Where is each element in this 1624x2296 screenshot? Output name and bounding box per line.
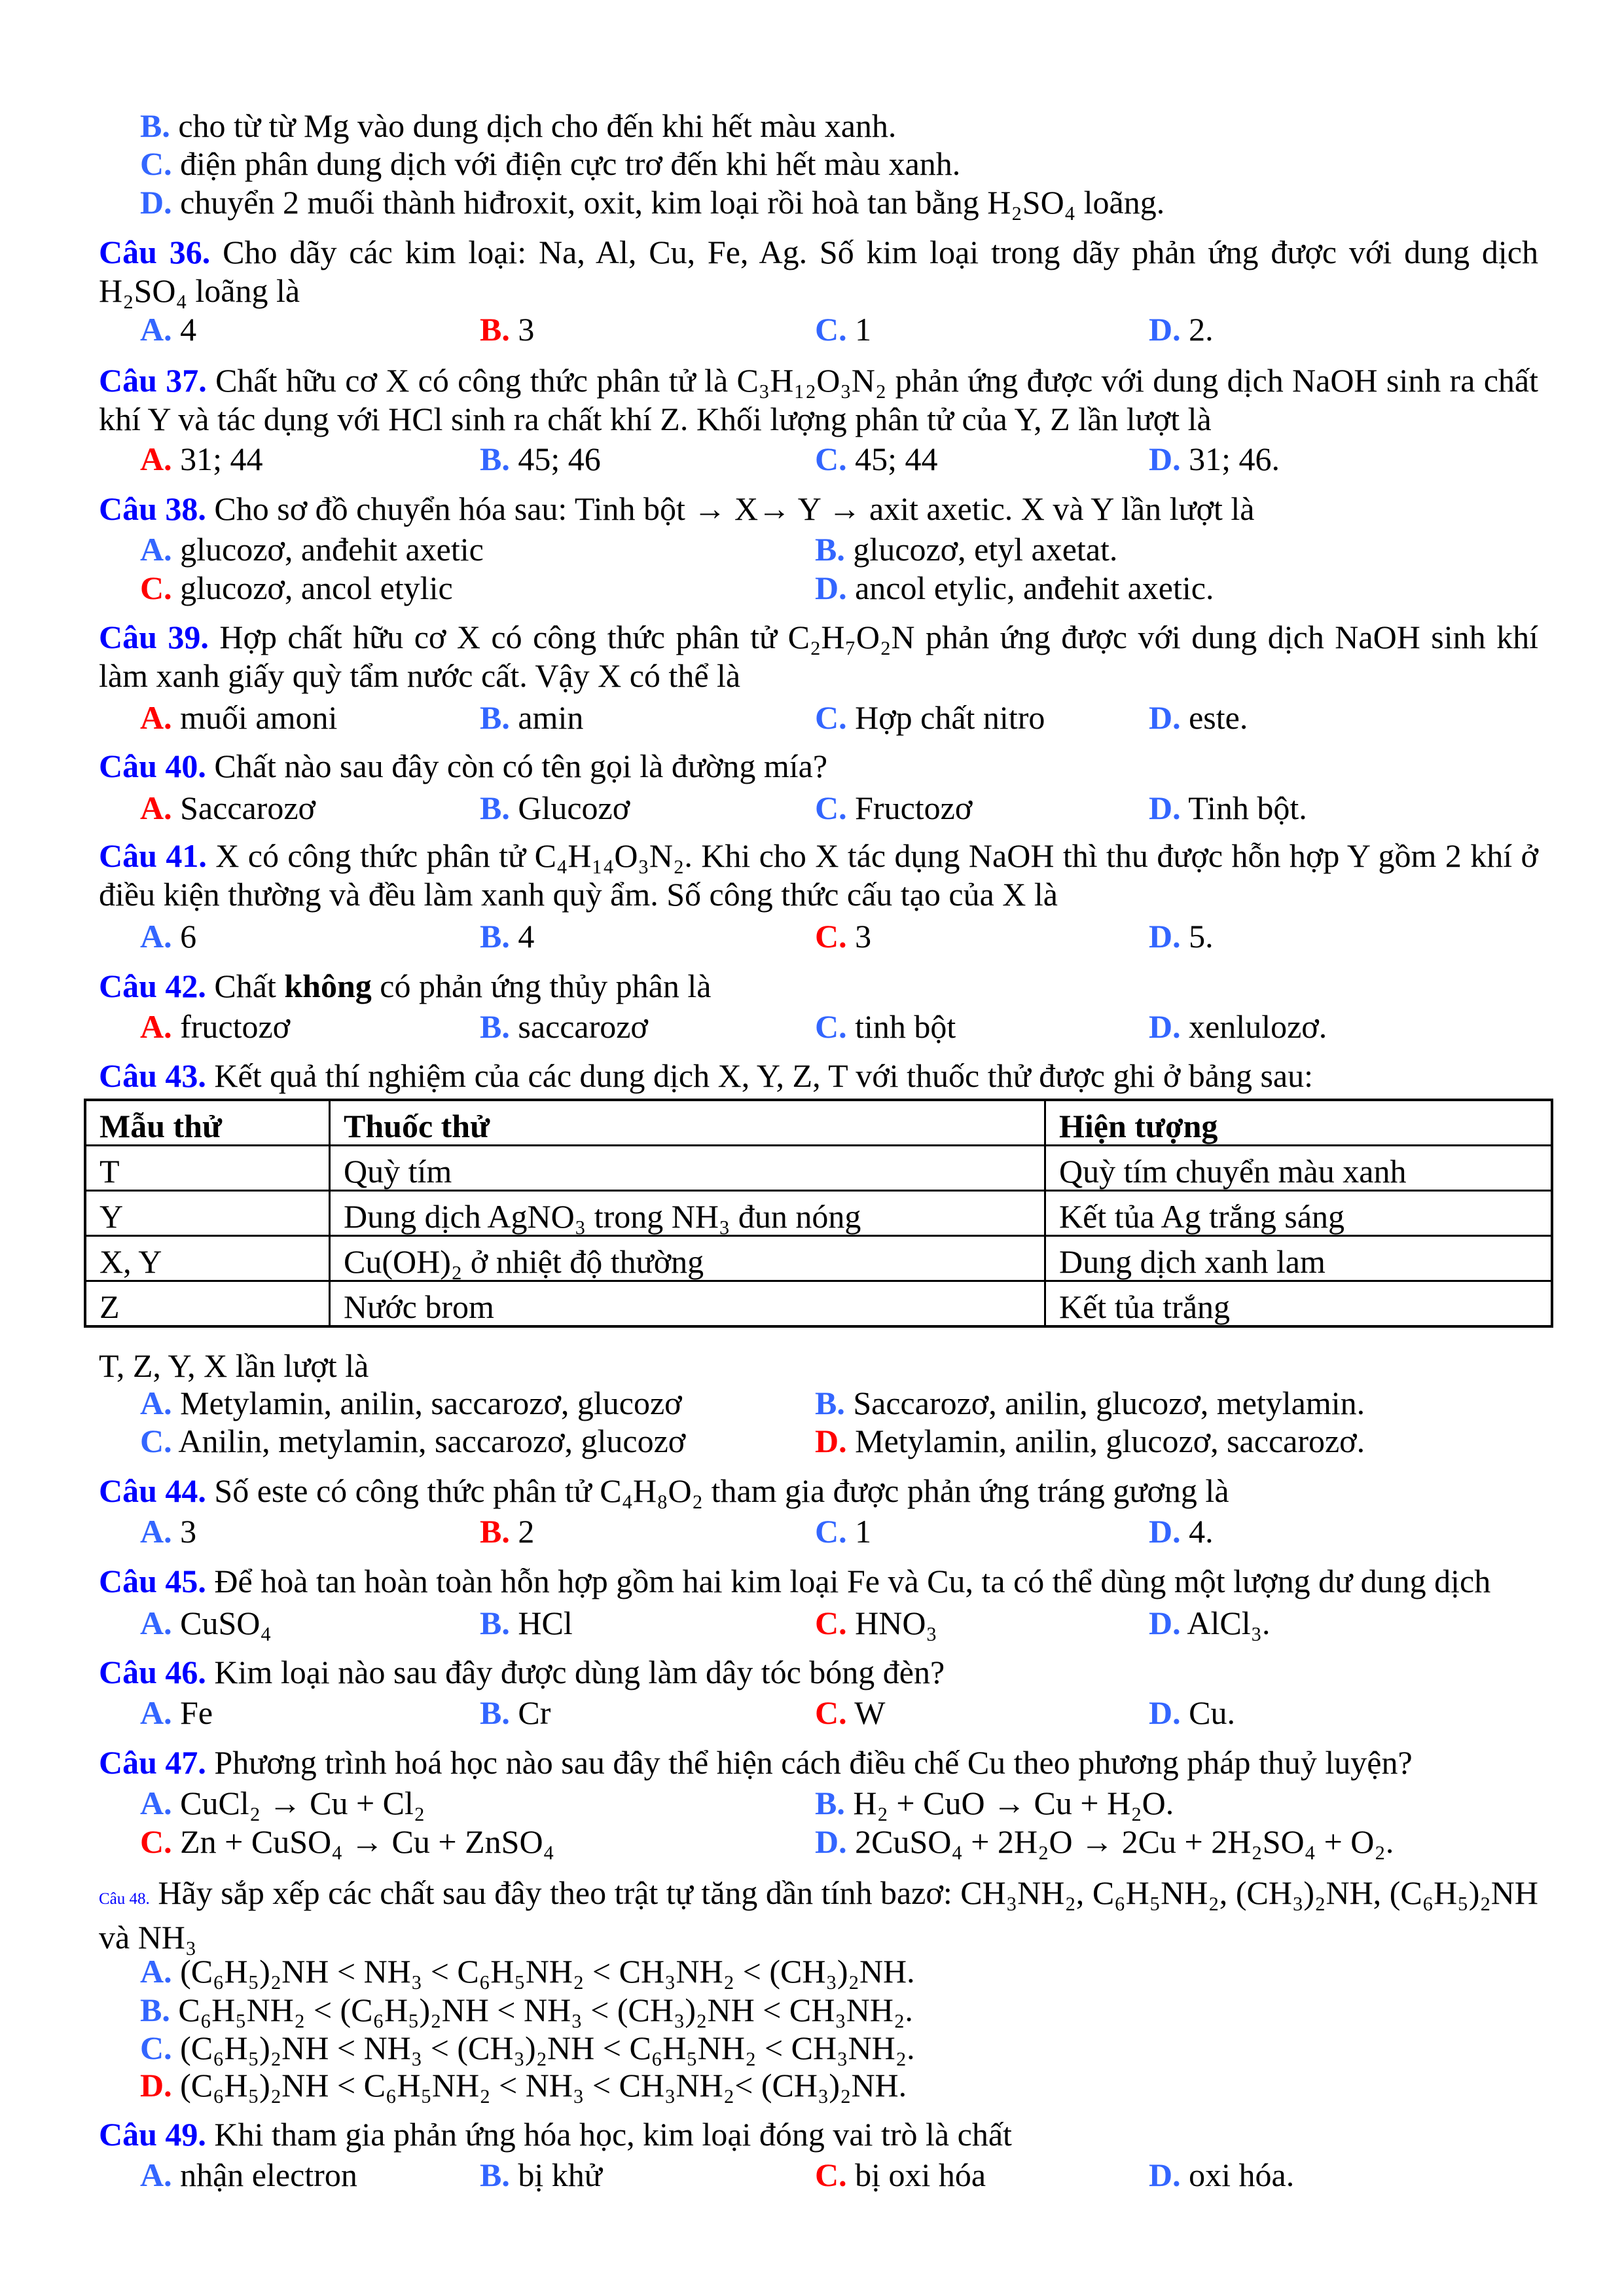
option-letter: D. bbox=[1149, 1694, 1181, 1731]
question-label: Câu 42. bbox=[99, 968, 206, 1004]
answer-option bbox=[815, 1007, 956, 1046]
option-text: 31; 44 bbox=[180, 441, 263, 477]
table-cell: Quỳ tím chuyển màu xanh bbox=[1045, 1146, 1553, 1191]
answer-option bbox=[140, 1512, 196, 1551]
table-row bbox=[85, 1146, 1552, 1191]
option-text: muối amoni bbox=[180, 699, 338, 736]
question-40 bbox=[99, 747, 1538, 786]
option-letter: B. bbox=[480, 2157, 510, 2193]
option-letter: C. bbox=[140, 2030, 172, 2066]
question-keyword: không bbox=[284, 968, 372, 1004]
answer-option bbox=[140, 1007, 290, 1046]
option-text: CuCl₂ → Cu + Cl₂ bbox=[180, 1785, 425, 1821]
answer-option bbox=[140, 1383, 682, 1423]
option-text: Saccarozơ bbox=[180, 790, 316, 826]
option-text: glucozơ, anđehit axetic bbox=[180, 531, 484, 568]
option-letter: B. bbox=[815, 531, 845, 568]
option-text: 1 bbox=[855, 311, 872, 348]
option-text: AlCl₃. bbox=[1187, 1605, 1271, 1641]
table-cell: X, Y bbox=[85, 1236, 330, 1281]
answer-option bbox=[815, 1693, 885, 1732]
option-letter: D. bbox=[1149, 1605, 1181, 1641]
question-47 bbox=[99, 1743, 1538, 1782]
table-cell: Z bbox=[85, 1281, 330, 1327]
question-label: Câu 40. bbox=[99, 748, 206, 784]
answer-option bbox=[140, 788, 316, 828]
question-label: Câu 46. bbox=[99, 1654, 206, 1690]
question-38 bbox=[99, 490, 1538, 528]
question-text: Cho sơ đồ chuyển hóa sau: Tinh bột → X→ Y → axit axetic. X và Y lần lượt là bbox=[214, 490, 1255, 527]
option-text: nhận electron bbox=[180, 2157, 357, 2193]
option-text: W bbox=[854, 1694, 886, 1731]
table-cell: T bbox=[85, 1146, 330, 1191]
option-letter: A. bbox=[140, 1694, 172, 1731]
table-header-cell: Thuốc thử bbox=[330, 1100, 1045, 1146]
option-letter: D. bbox=[815, 570, 847, 606]
option-text: 2 bbox=[518, 1513, 535, 1550]
option-letter: A. bbox=[140, 531, 172, 568]
table-header-cell: Hiện tượng bbox=[1045, 1100, 1553, 1146]
table-cell: Nước brom bbox=[330, 1281, 1045, 1327]
question-label: Câu 45. bbox=[99, 1563, 206, 1599]
option-text: glucozơ, ancol etylic bbox=[180, 570, 453, 606]
question-label: Câu 43. bbox=[99, 1057, 206, 1094]
question-label: Câu 49. bbox=[99, 2116, 206, 2153]
option-letter: B. bbox=[480, 699, 510, 736]
table-cell: Kết tủa trắng bbox=[1045, 1281, 1553, 1327]
option-letter: C. bbox=[815, 1513, 847, 1550]
option-text: Hợp chất nitro bbox=[855, 699, 1045, 736]
answer-option bbox=[140, 1783, 425, 1823]
option-text: Zn + CuSO₄ → Cu + ZnSO₄ bbox=[180, 1823, 554, 1860]
option-text: Anilin, metylamin, saccarozơ, glucozơ bbox=[178, 1423, 686, 1459]
question-49 bbox=[99, 2115, 1538, 2154]
option-letter: D. bbox=[140, 184, 172, 221]
table-header-cell: Mẫu thử bbox=[85, 1100, 330, 1146]
answer-option bbox=[140, 2155, 357, 2195]
question-label: Câu 48. bbox=[99, 1890, 150, 1908]
option-letter: A. bbox=[140, 1385, 172, 1421]
answer-option bbox=[1149, 1693, 1235, 1732]
table-cell: Dung dịch xanh lam bbox=[1045, 1236, 1553, 1281]
answer-option bbox=[140, 2028, 915, 2068]
option-letter: D. bbox=[815, 1823, 847, 1860]
option-text: fructozơ bbox=[180, 1008, 291, 1045]
answer-option bbox=[140, 2066, 907, 2105]
option-text: 2. bbox=[1189, 311, 1214, 348]
option-letter: C. bbox=[815, 311, 847, 348]
option-text: tinh bột bbox=[855, 1008, 956, 1045]
answer-option bbox=[815, 1421, 1365, 1461]
option-letter: A. bbox=[140, 918, 172, 955]
question-43 bbox=[99, 1057, 1538, 1095]
option-text: 4 bbox=[518, 918, 535, 955]
table-cell: Y bbox=[85, 1191, 330, 1236]
question-text: Khi tham gia phản ứng hóa học, kim loại đóng vai trò là chất bbox=[214, 2116, 1012, 2153]
answer-option bbox=[140, 1952, 915, 1991]
option-letter: B. bbox=[815, 1385, 845, 1421]
table-cell: Quỳ tím bbox=[330, 1146, 1045, 1191]
answer-option bbox=[815, 310, 871, 349]
option-text: C₆H₅NH₂ < (C₆H₅)₂NH < NH₃ < (CH₃)₂NH < CH₃NH₂. bbox=[178, 1992, 913, 2028]
option-text: glucozơ, etyl axetat. bbox=[853, 531, 1118, 568]
question-label: Câu 37. bbox=[99, 362, 207, 399]
option-text: 4. bbox=[1189, 1513, 1214, 1550]
option-letter: C. bbox=[140, 145, 172, 182]
answer-option bbox=[815, 1383, 1365, 1423]
option-letter: A. bbox=[140, 699, 172, 736]
answer-option bbox=[480, 1007, 648, 1046]
option-text: amin bbox=[518, 699, 584, 736]
option-letter: B. bbox=[480, 918, 510, 955]
answer-option bbox=[140, 530, 484, 569]
answer-option bbox=[140, 439, 263, 479]
option-letter: C. bbox=[815, 2157, 847, 2193]
option-text: chuyển 2 muối thành hiđroxit, oxit, kim loại rồi hoà tan bằng H₂SO₄ loãng. bbox=[180, 184, 1165, 221]
table-cell: Cu(OH)₂ ở nhiệt độ thường bbox=[330, 1236, 1045, 1281]
option-text: (C₆H₅)₂NH < C₆H₅NH₂ < NH₃ < CH₃NH₂< (CH₃)₂NH. bbox=[180, 2067, 907, 2104]
option-text: Fe bbox=[180, 1694, 213, 1731]
question-text: Chất nào sau đây còn có tên gọi là đường mía? bbox=[214, 748, 828, 784]
option-text: 3 bbox=[518, 311, 535, 348]
option-letter: D. bbox=[815, 1423, 847, 1459]
follow-up-text: T, Z, Y, X lần lượt là bbox=[99, 1347, 369, 1384]
question-37 bbox=[99, 361, 1538, 439]
option-text: Saccarozơ, anilin, glucozơ, metylamin. bbox=[853, 1385, 1365, 1421]
question-text: Kim loại nào sau đây được dùng làm dây tóc bóng đèn? bbox=[214, 1654, 945, 1690]
results-table bbox=[84, 1099, 1553, 1328]
question-label: Câu 47. bbox=[99, 1744, 206, 1781]
option-letter: D. bbox=[1149, 699, 1181, 736]
option-text: oxi hóa. bbox=[1189, 2157, 1295, 2193]
answer-option bbox=[140, 1603, 272, 1643]
question-label: Câu 39. bbox=[99, 619, 209, 655]
answer-option bbox=[815, 2155, 986, 2195]
answer-option bbox=[1149, 310, 1214, 349]
answer-option bbox=[815, 568, 1214, 608]
question-text: Hãy sắp xếp các chất sau đây theo trật tự tăng dần tính bazơ: CH₃NH₂, C₆H₅NH₂, (CH₃)₂NH, (C₆H₅)₂NH và NH₃ bbox=[99, 1874, 1538, 1956]
option-letter: A. bbox=[140, 1513, 172, 1550]
option-letter: B. bbox=[140, 107, 170, 144]
question-45 bbox=[99, 1562, 1538, 1601]
option-text: Glucozơ bbox=[518, 790, 630, 826]
option-text: (C₆H₅)₂NH < NH₃ < (CH₃)₂NH < C₆H₅NH₂ < CH₃NH₂. bbox=[180, 2030, 915, 2066]
option-letter: B. bbox=[480, 311, 510, 348]
table-row bbox=[85, 1236, 1552, 1281]
option-letter: C. bbox=[140, 1423, 172, 1459]
question-text: Cho dãy các kim loại: Na, Al, Cu, Fe, Ag. Số kim loại trong dãy phản ứng được với dung dịch H₂SO₄ loãng là bbox=[99, 234, 1538, 309]
option-text: HNO₃ bbox=[855, 1605, 937, 1641]
answer-option bbox=[1149, 917, 1214, 956]
option-text: Tinh bột. bbox=[1188, 790, 1307, 826]
question-42 bbox=[99, 967, 1538, 1006]
option-letter: A. bbox=[140, 1953, 172, 1990]
option-text: 45; 44 bbox=[855, 441, 938, 477]
option-letter: A. bbox=[140, 1785, 172, 1821]
table-row bbox=[85, 1281, 1552, 1327]
answer-option bbox=[140, 568, 453, 608]
option-letter: D. bbox=[1149, 790, 1181, 826]
option-letter: B. bbox=[480, 441, 510, 477]
answer-option bbox=[1149, 788, 1307, 828]
table-row bbox=[85, 1191, 1552, 1236]
option-letter: C. bbox=[815, 441, 847, 477]
option-text: H₂ + CuO → Cu + H₂O. bbox=[853, 1785, 1174, 1821]
option-text: Cu. bbox=[1189, 1694, 1235, 1731]
option-letter: A. bbox=[140, 1008, 172, 1045]
option-letter: A. bbox=[140, 790, 172, 826]
option-text: saccarozơ bbox=[518, 1008, 648, 1045]
option-letter: C. bbox=[140, 1823, 172, 1860]
option-letter: C. bbox=[815, 790, 847, 826]
question-label: Câu 36. bbox=[99, 234, 211, 270]
option-text: 45; 46 bbox=[518, 441, 601, 477]
question-48 bbox=[99, 1874, 1538, 1957]
answer-option bbox=[140, 1693, 213, 1732]
option-letter: B. bbox=[815, 1785, 845, 1821]
option-text: điện phân dung dịch với điện cực trơ đến khi hết màu xanh. bbox=[180, 145, 961, 182]
question-39 bbox=[99, 618, 1538, 695]
answer-option bbox=[1149, 2155, 1294, 2195]
option-text: 2CuSO₄ + 2H₂O → 2Cu + 2H₂SO₄ + O₂. bbox=[855, 1823, 1394, 1860]
answer-option bbox=[1149, 1007, 1327, 1046]
answer-option bbox=[140, 183, 1164, 222]
answer-option bbox=[140, 106, 896, 145]
option-text: ancol etylic, anđehit axetic. bbox=[855, 570, 1214, 606]
answer-option bbox=[480, 1603, 573, 1643]
table-header-row bbox=[85, 1100, 1552, 1146]
answer-option bbox=[480, 788, 630, 828]
option-letter: D. bbox=[1149, 918, 1181, 955]
answer-option bbox=[1149, 1603, 1271, 1643]
answer-option bbox=[1149, 439, 1280, 479]
question-44 bbox=[99, 1472, 1538, 1510]
option-text: bị oxi hóa bbox=[855, 2157, 986, 2193]
option-letter: A. bbox=[140, 1605, 172, 1641]
answer-option bbox=[815, 698, 1045, 737]
option-letter: A. bbox=[140, 441, 172, 477]
answer-option bbox=[140, 1421, 685, 1461]
option-letter: B. bbox=[480, 1008, 510, 1045]
option-letter: B. bbox=[480, 1513, 510, 1550]
question-label: Câu 44. bbox=[99, 1472, 206, 1509]
question-text: Chất hữu cơ X có công thức phân tử là C₃H₁₂O₃N₂ phản ứng được với dung dịch NaOH sinh ra chất khí Y và tác dụng với HCl sinh ra chất khí Z. Khối lượng phân tử của Y, Z lần lượt là bbox=[99, 362, 1538, 437]
answer-option bbox=[815, 1783, 1174, 1823]
question-text: Kết quả thí nghiệm của các dung dịch X, Y, Z, T với thuốc thử được ghi ở bảng sau: bbox=[214, 1057, 1314, 1094]
option-letter: B. bbox=[480, 790, 510, 826]
answer-option bbox=[815, 1822, 1394, 1861]
option-text: Fructozơ bbox=[855, 790, 973, 826]
table-cell: Kết tủa Ag trắng sáng bbox=[1045, 1191, 1553, 1236]
option-text: cho từ từ Mg vào dung dịch cho đến khi hết màu xanh. bbox=[178, 107, 897, 144]
option-text: Metylamin, anilin, glucozơ, saccarozơ. bbox=[855, 1423, 1365, 1459]
option-text: 31; 46. bbox=[1189, 441, 1280, 477]
answer-option bbox=[480, 698, 583, 737]
option-letter: B. bbox=[480, 1605, 510, 1641]
option-letter: C. bbox=[140, 570, 172, 606]
question-text: có phản ứng thủy phân là bbox=[371, 968, 712, 1004]
option-text: 5. bbox=[1189, 918, 1214, 955]
option-text: este. bbox=[1189, 699, 1248, 736]
answer-option bbox=[815, 917, 871, 956]
answer-option bbox=[140, 1990, 913, 2030]
answer-option bbox=[480, 2155, 602, 2195]
answer-option bbox=[815, 788, 972, 828]
answer-option bbox=[480, 310, 534, 349]
option-text: 1 bbox=[855, 1513, 872, 1550]
option-text: 4 bbox=[180, 311, 197, 348]
option-text: Metylamin, anilin, saccarozơ, glucozơ bbox=[180, 1385, 682, 1421]
option-letter: C. bbox=[815, 918, 847, 955]
option-letter: D. bbox=[1149, 1513, 1181, 1550]
answer-option bbox=[480, 1693, 550, 1732]
option-letter: C. bbox=[815, 699, 847, 736]
option-text: Cr bbox=[518, 1694, 551, 1731]
answer-option bbox=[815, 439, 938, 479]
question-text: Để hoà tan hoàn toàn hỗn hợp gồm hai kim loại Fe và Cu, ta có thể dùng một lượng dư dung dịch bbox=[214, 1563, 1491, 1599]
option-letter: D. bbox=[1149, 1008, 1181, 1045]
option-text: 6 bbox=[180, 918, 197, 955]
question-text: Chất bbox=[214, 968, 285, 1004]
question-text: Hợp chất hữu cơ X có công thức phân tử C₂H₇O₂N phản ứng được với dung dịch NaOH sinh khí làm xanh giấy quỳ tẩm nước cất. Vậy X có thể là bbox=[99, 619, 1539, 694]
option-letter: D. bbox=[1149, 311, 1181, 348]
answer-option bbox=[140, 310, 196, 349]
question-36 bbox=[99, 233, 1538, 310]
option-letter: C. bbox=[815, 1605, 847, 1641]
option-letter: B. bbox=[140, 1992, 170, 2028]
option-text: bị khử bbox=[518, 2157, 602, 2193]
option-letter: C. bbox=[815, 1008, 847, 1045]
answer-option bbox=[140, 144, 960, 183]
question-46 bbox=[99, 1653, 1538, 1692]
option-text: xenlulozơ. bbox=[1189, 1008, 1327, 1045]
answer-option bbox=[480, 917, 534, 956]
question-text: Số este có công thức phân tử C₄H₈O₂ tham gia được phản ứng tráng gương là bbox=[214, 1472, 1229, 1509]
option-text: 3 bbox=[180, 1513, 197, 1550]
option-text: (C₆H₅)₂NH < NH₃ < C₆H₅NH₂ < CH₃NH₂ < (CH₃)₂NH. bbox=[180, 1953, 915, 1990]
question-text: Phương trình hoá học nào sau đây thể hiện cách điều chế Cu theo phương pháp thuỷ luyện? bbox=[214, 1744, 1413, 1781]
answer-option bbox=[480, 439, 601, 479]
answer-option bbox=[1149, 1512, 1214, 1551]
option-text: CuSO₄ bbox=[180, 1605, 272, 1641]
question-label: Câu 41. bbox=[99, 837, 207, 874]
question-label: Câu 38. bbox=[99, 490, 206, 527]
answer-option bbox=[140, 1822, 554, 1861]
answer-option bbox=[815, 1603, 937, 1643]
answer-option bbox=[815, 1512, 871, 1551]
option-letter: B. bbox=[480, 1694, 510, 1731]
answer-option bbox=[1149, 698, 1248, 737]
option-text: 3 bbox=[855, 918, 872, 955]
option-letter: D. bbox=[1149, 2157, 1181, 2193]
answer-option bbox=[140, 698, 337, 737]
option-letter: D. bbox=[1149, 441, 1181, 477]
option-letter: C. bbox=[815, 1694, 847, 1731]
answer-option bbox=[815, 530, 1117, 569]
option-letter: A. bbox=[140, 2157, 172, 2193]
option-text: HCl bbox=[518, 1605, 573, 1641]
option-letter: A. bbox=[140, 311, 172, 348]
answer-option bbox=[480, 1512, 534, 1551]
question-41 bbox=[99, 837, 1538, 914]
table-cell: Dung dịch AgNO₃ trong NH₃ đun nóng bbox=[330, 1191, 1045, 1236]
option-letter: D. bbox=[140, 2067, 172, 2104]
question-text: X có công thức phân tử C₄H₁₄O₃N₂. Khi cho X tác dụng NaOH thì thu được hỗn hợp Y gồm 2 khí ở điều kiện thường và đều làm xanh quỳ ẩm. Số công thức cấu tạo của X là bbox=[99, 837, 1539, 913]
answer-option bbox=[140, 917, 196, 956]
